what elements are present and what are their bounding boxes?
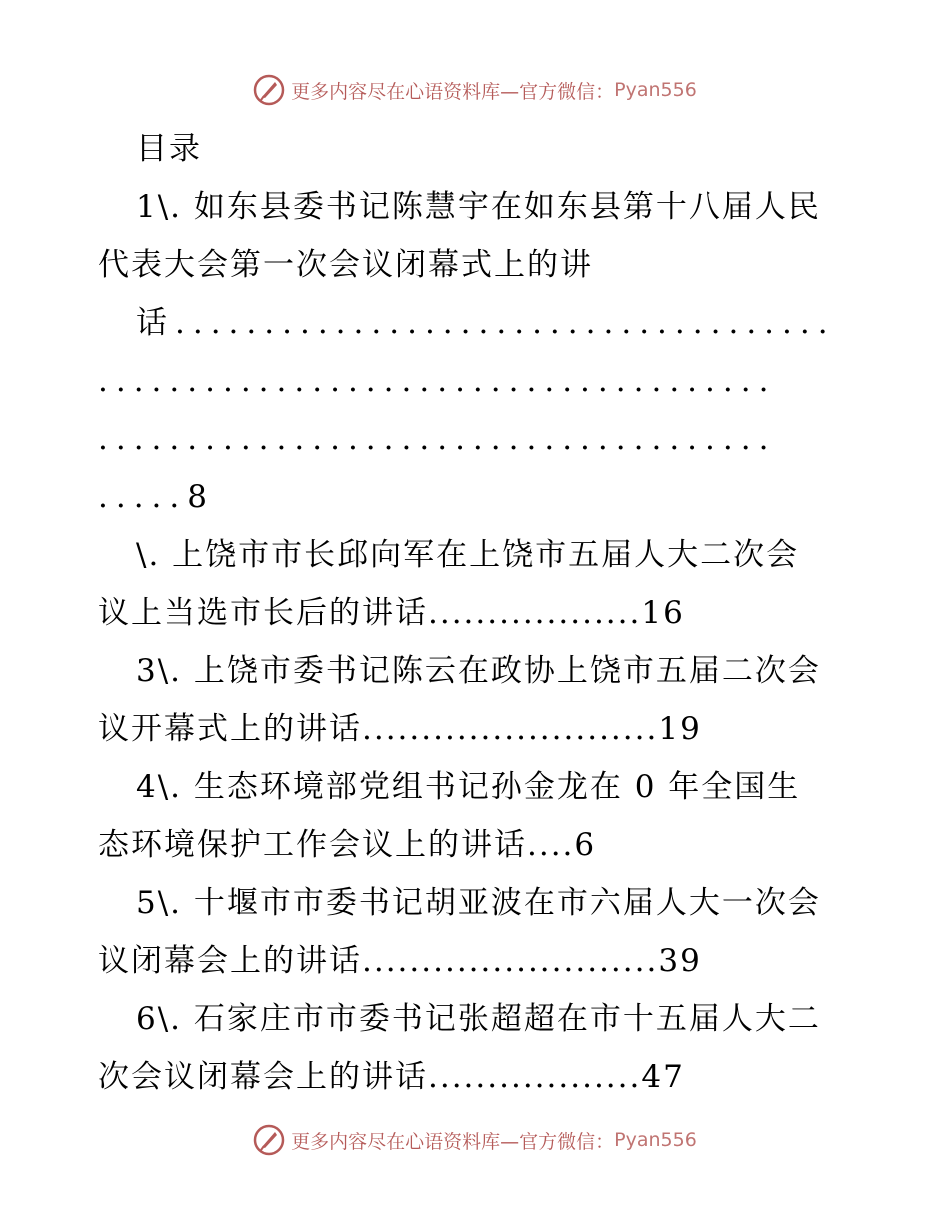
feather-logo-icon — [253, 1124, 285, 1156]
watermark-wechat-id: Pyan556 — [614, 1129, 697, 1151]
toc-entry — [98, 990, 858, 1106]
toc-entry — [98, 758, 858, 874]
toc-entry-line: .....8 — [98, 479, 215, 515]
toc-entry — [98, 874, 858, 990]
toc-entry-line: 4\. 生态环境部党组书记孙金龙在 0 年全国生 — [136, 769, 801, 805]
toc-entry — [98, 642, 858, 758]
watermark-header — [0, 70, 950, 110]
feather-logo-icon — [253, 74, 285, 106]
toc-entry-line: 代表大会第一次会议闭幕式上的讲 — [98, 247, 593, 283]
toc-entry-line: 议开幕式上的讲话.........................19 — [98, 711, 702, 747]
toc-entry-line: ...................................... — [98, 421, 777, 457]
toc-entry-line: 议闭幕会上的讲话.........................39 — [98, 943, 702, 979]
toc-entry-line: 议上当选市长后的讲话..................16 — [98, 595, 685, 631]
toc-entry-line: 3\. 上饶市委书记陈云在政协上饶市五届二次会 — [136, 653, 821, 689]
toc-entry-line: 1\. 如东县委书记陈慧宇在如东县第十八届人民 — [136, 189, 821, 225]
toc-entry-line: 5\. 十堰市市委书记胡亚波在市六届人大一次会 — [136, 885, 821, 921]
watermark-footer — [0, 1120, 950, 1160]
watermark-wechat-id: Pyan556 — [614, 79, 697, 101]
toc-entry-line: \. 上饶市市长邱向军在上饶市五届人大二次会 — [136, 537, 800, 573]
toc-entry-line: ...................................... — [98, 363, 777, 399]
table-of-contents — [98, 120, 858, 1106]
watermark-text: 更多内容尽在心语资料库—官方微信： — [291, 1130, 615, 1153]
toc-entry-line: 话..................................... — [136, 305, 836, 341]
watermark-text: 更多内容尽在心语资料库—官方微信： — [291, 80, 615, 103]
toc-entry — [98, 178, 858, 526]
toc-entry — [98, 526, 858, 642]
toc-entry-line: 次会议闭幕会上的讲话..................47 — [98, 1059, 685, 1095]
toc-entry-line: 态环境保护工作会议上的讲话....6 — [98, 827, 597, 863]
toc-heading: 目录 — [136, 131, 202, 167]
toc-entry-line: 6\. 石家庄市市委书记张超超在市十五届人大二 — [136, 1001, 821, 1037]
